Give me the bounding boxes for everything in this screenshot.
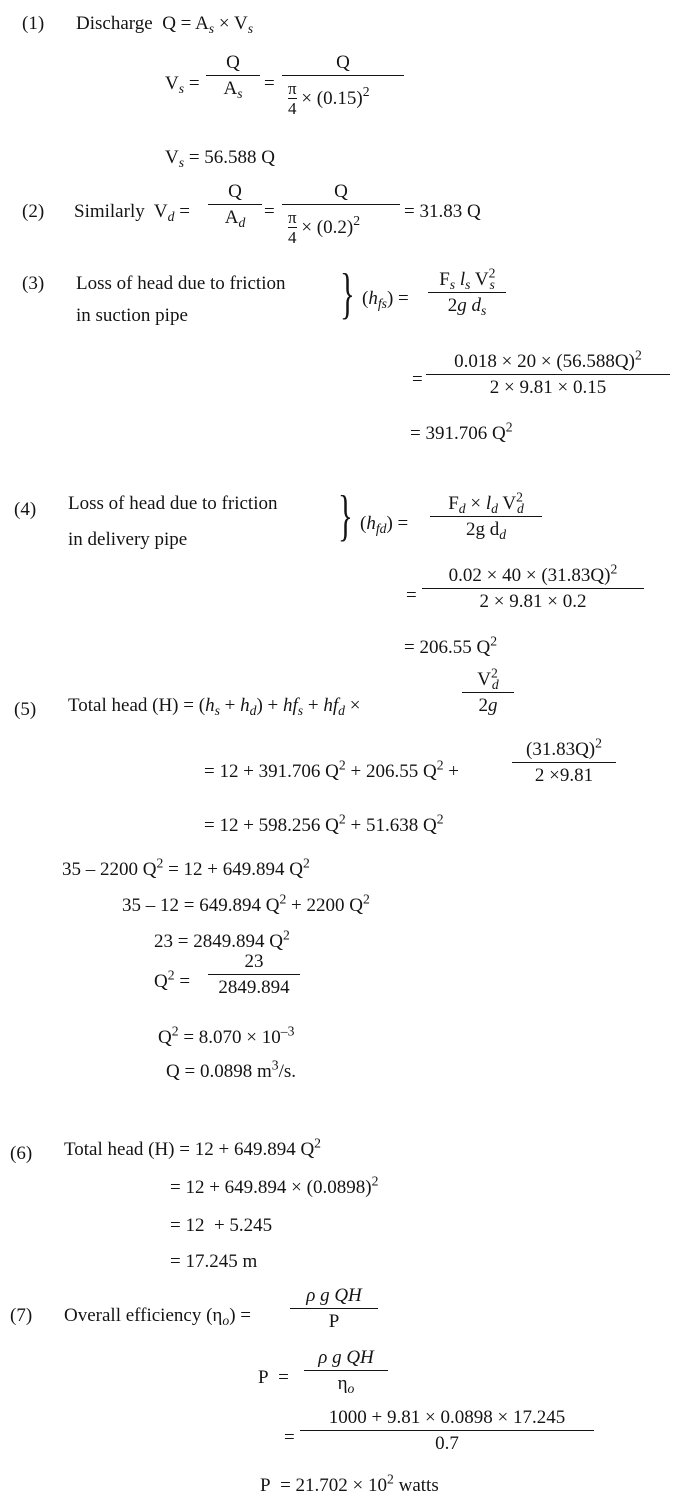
step5-q2-num: 23 (244, 951, 264, 972)
step4-formula-frac: $\frac{F_d \times l_d V^2_d}{2g d_d}$ (430, 494, 542, 539)
step5-q-value: Q = 0.0898 $m^3/s$. (166, 1057, 297, 1082)
step1-frac-q-over-area: Q π $4 \times (0.15)^2$ (282, 53, 404, 120)
equals-sign: = (412, 369, 423, 390)
equals-sign: = (264, 201, 275, 222)
step4-hfd-lhs: $(h_{fd})$ = (360, 513, 409, 537)
step-number: (5) (14, 699, 37, 720)
step3-result-value: 391.706 Q (425, 423, 506, 444)
step7-calc-frac (300, 1408, 594, 1453)
right-brace: } (340, 263, 355, 325)
step3-formula-frac: $\frac{F_s l_s V^2_s}{2g d_s}$ (428, 270, 506, 315)
step1-frac-q-over-as: $\frac{Q}{A_s}$ (206, 53, 260, 98)
step2-frac-q-over-area: Q π $4 \times (0.2)^2$ (282, 182, 400, 249)
step2-heading: Similarly (74, 201, 145, 222)
step5-line2-prefix: = 12 + 391.706 Q (204, 761, 339, 782)
step5-q-unit-tail: /s. (278, 1061, 297, 1082)
step5-line3-b: + 51.638 Q (345, 815, 437, 836)
step4-label-line1: Loss of head due to friction (68, 493, 278, 514)
step5-q2-den: 2849.894 (208, 974, 300, 997)
step2-lhs: Similarly $V_d$ = (74, 201, 190, 225)
step5-eq2: 35 – 12 = 649.894 $Q^2 + 2200$ $Q^2$ (122, 891, 370, 916)
step4-result-value: 206.55 Q (419, 637, 491, 658)
step5-q-value-text: = 0.0898 m (184, 1061, 272, 1082)
step5-q2-value: $Q^2 = 8.070 \times 10^{-3}$ (158, 1023, 295, 1048)
step1-heading: Discharge (76, 13, 153, 34)
step5-q2-frac (208, 952, 300, 997)
step5-line2-frac: $\frac{(31.83Q)^2}{2 \times 9.81}$ (512, 740, 616, 785)
step5-q2-lhs: $Q^2$ = (154, 967, 191, 992)
step5-eq2-left: 35 – 12 = 649.894 Q (122, 895, 280, 916)
step4-calc-den: 2 × 9.81 × 0.2 (422, 588, 644, 611)
step5-eq2-right: + 2200 Q (286, 895, 363, 916)
step-number: (7) (10, 1305, 33, 1326)
step2-frac-q-over-ad: $\frac{Q}{A_d}$ (208, 182, 262, 227)
step7-heading-tail: ) = (229, 1305, 251, 1326)
step7-calc-den: 0.7 (300, 1430, 594, 1453)
step5-eq1-right: = 12 + 649.894 Q (163, 859, 303, 880)
step3-result: = 391.706 $Q^2$ (410, 419, 513, 444)
step7-frac-num: ρ g QH (306, 1285, 362, 1306)
step7-result: $P = 21.702 \times 10^2$ watts (260, 1471, 439, 1496)
step4-result: = 206.55 $Q^2$ (404, 633, 498, 658)
step5-eq1: 35 – 2200 $Q^2 = 12 + 649.894$ $Q^2$ (62, 855, 310, 880)
step5-line2-mid: + 206.55 Q (345, 761, 437, 782)
equals-sign: = (284, 1427, 295, 1448)
step5-vd2-over-2g: $\frac{V^2_d}{2g}$ (462, 670, 514, 715)
step7-calc-num: 1000 + 9.81 × 0.0898 × 17.245 (328, 1407, 566, 1428)
vs-result-value: 56.588 Q (204, 147, 276, 168)
step3-label-line2: in suction pipe (76, 305, 188, 326)
step6-line4: = 17.245 m (170, 1251, 258, 1272)
step7-p-frac: $\frac{\text{ρ g QH}}{\eta_o}$ (304, 1348, 388, 1393)
step5-q2-exponent: –3 (280, 1023, 295, 1039)
equals-sign: = (406, 585, 417, 606)
step7-frac-den: P (290, 1308, 378, 1331)
step7-heading-text: Overall efficiency (η (64, 1305, 223, 1326)
step1-discharge-line: Discharge $Q = A_s \times V_s$ (76, 13, 254, 37)
step7-heading: Overall efficiency $(\eta_o)$ = (64, 1305, 251, 1329)
step4-calc-num: 0.02 × 40 × (31.83Q) (448, 565, 611, 586)
step-number: (6) (10, 1143, 33, 1164)
step3-calc-den: 2 × 9.81 × 0.15 (426, 374, 670, 397)
step-number: (1) (22, 13, 45, 34)
step1-vs-result: $V_s = 56.588$ Q (165, 147, 276, 171)
step5-q2-value-text: = 8.070 × 10 (183, 1027, 281, 1048)
step6-line2: = $12 + 649.894 \times (0.0898)^2$ (170, 1173, 379, 1198)
step6-line3: = 12 + 5.245 (170, 1215, 273, 1236)
step7-result-text: = 21.702 × 10 (280, 1475, 388, 1496)
step3-label-line1: Loss of head due to friction (76, 273, 286, 294)
step6-heading-text: Total head (H) = 12 + 649.894 Q (64, 1139, 315, 1160)
step5-heading: Total head (H) = (68, 695, 194, 716)
step2-result: = 31.83 Q (404, 201, 481, 222)
right-brace: } (338, 485, 353, 547)
step5-eq1-left: 35 – 2200 Q (62, 859, 157, 880)
step5-total-head-line: Total head $(H) = (h_s + h_d) + hf_s + hf_d$ × (68, 695, 361, 719)
step5-line2: = 12 + 391.706 $Q^2 + 206.55$ $Q^2$ + (204, 757, 459, 782)
step5-line3: = 12 + 598.256 $Q^2 + 51.638$ $Q^2$ (204, 811, 444, 836)
step-number: (4) (14, 499, 37, 520)
step5-frac-den: 2 ×9.81 (512, 762, 616, 785)
step3-calc-frac: $\frac{0.018 \times 20 \times (56.588Q)^2}{2 \times 9.81 \times 0.15}$ (426, 352, 670, 397)
step7-result-tail: watts (393, 1475, 439, 1496)
step3-hfs-lhs: $(h_{fs})$ = (362, 288, 409, 312)
step7-p-num: ρ g QH (318, 1347, 374, 1368)
step7-p-den: η (337, 1373, 348, 1394)
step5-eq3-text: 23 = 2849.894 Q (154, 931, 283, 952)
equals-sign: = (264, 73, 275, 94)
step3-calc-num: 0.018 × 20 × (56.588Q) (454, 351, 635, 372)
step-number: (3) (22, 273, 45, 294)
step4-calc-frac: $\frac{0.02 \times 40 \times (31.83Q)^2}{2 \times 9.81 \times 0.2}$ (422, 566, 644, 611)
step5-eq3: 23 = 2849.894 $Q^2$ (154, 927, 290, 952)
step5-frac-num: (31.83Q) (526, 739, 596, 760)
step-number: (2) (22, 201, 45, 222)
step7-efficiency-frac (290, 1286, 378, 1331)
step4-label-line2: in delivery pipe (68, 529, 188, 550)
step1-vs-lhs: $V_s$ = (165, 73, 200, 97)
step5-line3-a: = 12 + 598.256 Q (204, 815, 339, 836)
step6-heading: Total head (H) = 12 + 649.894 $Q^2$ (64, 1135, 322, 1160)
step6-line2-text: = 12 + 649.894 × (0.0898) (170, 1177, 372, 1198)
step7-p-lhs: P = (258, 1367, 289, 1388)
